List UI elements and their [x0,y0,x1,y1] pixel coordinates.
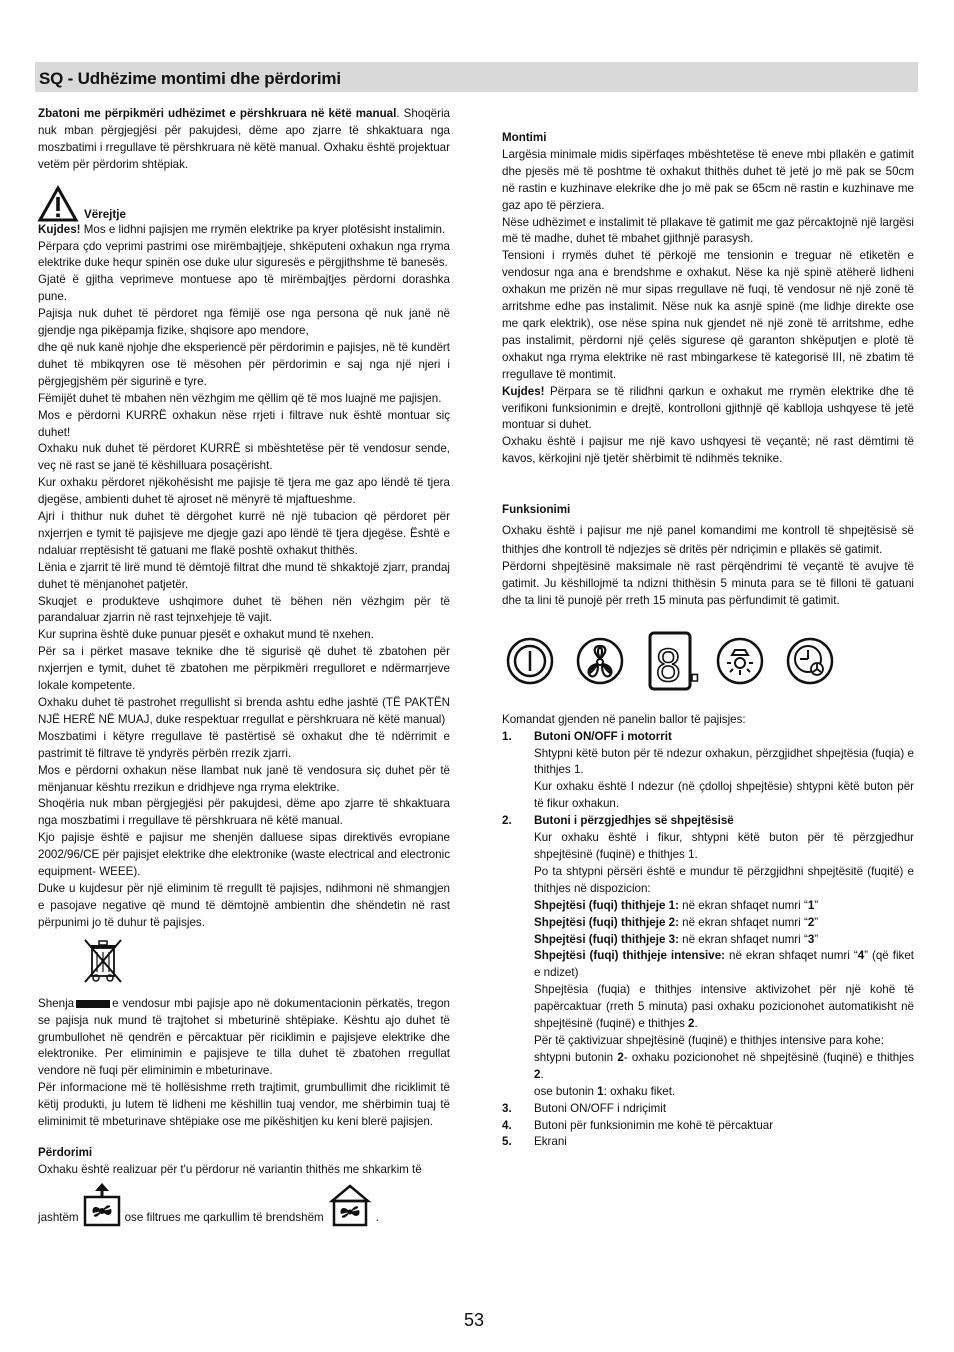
paragraph: Gjatë ë gjitha veprimeve montuese apo të mirëmbajtjes përdorni dorashka pune. [38,273,450,304]
fan-icon [575,636,625,686]
montimi-paragraph: Tensioni i rrymës duhet të përkojë me tensionin e treguar në etiketën e vendosur nga ana e brendshme e oxhakut. Nëse ka një spinë atëherë lidheni oxhakun me prizën në mur sipas rregullave në fuqi, të vendosur në një zonë të arritshme edhe pas instalimit. Nëse nuk ka asnjë spinë (me lidhje direkte ose me qark elektrik), ose nëse spina nuk gjendet në një zonë të arritshme, edhe pas instalimit, përdorni një çelës sigurese që garanton shkëputjen e plotë të oxhakut nga rryma elektrike në rast mbingarkese të kategorisë III, në zbatim të rregullave të montimit. [502,249,914,381]
vent-external-label: jashtëm [38,1210,79,1224]
paragraph: Fëmijët duhet të mbahen nën vëzhgim me qëllim që të mos luajnë me pajisjen. [38,391,442,405]
paragraph: Shoqëria nuk mban përgjegjësi për pakujdesi, dëme apo zjarre të shkaktuara nga moszbatimi i rregullave të përshkruara në këtë manual. [38,797,450,828]
speed-line: Shpejtësi (fuqi) thithjeje 2: në ekran shfaqet numri “2” [534,915,819,929]
control-button-power[interactable] [502,631,558,691]
perdorimi-heading: Përdorimi [38,1145,93,1159]
montimi-kujdes-paragraph: Kujdes! Përpara se të rilidhni qarkun e oxhakut me rrymën elektrike dhe të verifikoni funksionimin e drejtë, kontrolloni gjithnjë që kablloja ushqyese të jetë montuar si duhet. [502,384,914,432]
funksionimi-paragraph: Përdorni shpejtësinë maksimale në rast përqëndrimi të veçantë të avujve të gatimit. Ju këshillojmë ta ndizni thithësin 5 minuta para se të filloni të gatuani dhe ta lini të punojë për rreth 15 minuta pas përfundimit të gatimit. [502,560,914,607]
list-item: 5. Ekrani [502,1135,567,1149]
weee-bar-mark [76,1000,110,1008]
paragraph: Pajisja nuk duhet të përdoret nga fëmijë ose nga persona që nuk janë në gjendje nga pikëpamja fizike, shqisore apo mendore, [38,307,450,338]
crossed-bin-icon [82,938,124,984]
komandat-intro: Komandat gjenden në panelin ballor të pajisjes: [502,712,746,726]
lamp-icon [715,636,765,686]
speed-line: Shpejtësi (fuqi) thithjeje intensive: në ekran shfaqet numri “4” (që fiket e ndizet) [534,949,914,980]
list-item: 4. Butoni për funksionimin me kohë të përcaktuar [502,1118,774,1132]
paragraph: Oxhaku nuk duhet të përdoret KURRË si mbështetëse për të vendosur sende, veç në rast se janë të këshilluara posaçërisht. [38,442,450,473]
paragraph: Moszbatimi i këtyre rregullave të pastërtisë së oxhakut dhe të ndërrimit e pastrimit të filtrave të yndyrës përbën rrezik zjarri. [38,729,450,760]
list-item: 2. Butoni i përzgjedhjes së shpejtësisë Kur oxhaku është i fikur, shtypni këtë buton për të përzgjedhur shpejtësinë (fuqinë) e thithjes 1. Po ta shtypni përsëri është e mundur të përzgjidhni shpejtësitë (fuqitë) e thithjes në dispozicion: Shpejtësi (fuqi) thithjeje 1: në ekran shfaqet numri “1” Shpejtësi (fuqi) thithjeje 2: në ekran shfaqet numri “2” Shpejtësi (fuqi) thithjeje 3: në ekran shfaqet numri “3” Shpejtësi (fuqi) thithjeje intensive: në ekran shfaqet numri “4” (që fiket e ndizet) Shpejtësia (fuqia) e thithjes intensive aktivizohet për një kohë të papërcaktuar (rreth 5 minuta) pasi oxhaku pozicionohet automatikisht në shpejtësinë (fuqinë) e thithjes 2. Për të çaktivizuar shpejtësinë (fuqinë) e thithjes intensive para kohe: shtypni butonin 2- oxhaku pozicionohet në shpejtësinë (fuqinë) e thithjes 2. ose butonin 1: oxhaku fiket. [502,814,915,1098]
paragraph: Mos e përdorni oxhakun nëse llambat nuk janë të vendosura siç duhet për të mënjanuar kështu rrezikun e dridhjeve nga rryma elektrike. [38,763,450,794]
control-button-timer[interactable] [782,631,838,691]
control-display [642,631,708,692]
section-header-bar [35,62,918,92]
paragraph: dhe që nuk kanë njohje dhe eksperiencë për përdorimin e pajisjes, në të kundërt duhet të mbikqyren ose të mësohen për përdorimin e saj nga një njeri i përgjegjshëm për sigurinë e tyre. [38,340,450,388]
paragraph: Duke u kujdesur për një eliminim të rregullt të pajisjes, ndihmoni në shmangjen e pasojave negative që mund të dëmtojnë ambientin dhe shëndetin në rast përpunimi jo të duhur të pajisjes. [38,881,450,929]
weee-symbol-box [82,938,450,986]
vent-end: . [375,1210,379,1224]
ducted-extraction-icon [83,1183,121,1227]
controls-list [502,729,914,1152]
control-button-speed[interactable] [572,631,628,691]
left-column [38,106,450,1227]
display-digit: 8. [655,640,708,692]
page-title: SQ - Udhëzime montimi dhe përdorimi [39,69,341,88]
paragraph: Oxhaku duhet të pastrohet rregullisht si brenda ashtu edhe jashtë (TË PAKTËN NJË HERË NË MUAJ, duke respektuar rregullat e përshkruara në këtë manual) [38,696,450,726]
info-paragraph: Për informacione më të hollësishme rreth trajtimit, grumbullimit dhe riciklimit të këtij produkti, ju lutem të lidheni me këshillin tuaj vendor, me shërbimin tuaj të eliminimit të mbeturinave shtëpiake ose me pikëshitjen ku keni blerë pajisjen. [38,1081,450,1129]
montimi-paragraph: Nëse udhëzimet e instalimit të pllakave të gatimit me gaz përcaktojnë një largësi më të madhe, duhet të mbahet gjithnjë parasysh. [502,215,914,246]
power-icon [505,636,555,686]
funksionimi-heading: Funksionimi [502,503,571,517]
paragraph: Mos e përdorni KURRË oxhakun nëse rrjeti i filtrave nuk është montuar siç duhet! [38,408,450,439]
timer-fan-icon [785,636,835,686]
warning-row [38,184,450,222]
perdorimi-paragraph: Oxhaku është realizuar për t'u përdorur në variantin thithës me shkarkim të [38,1162,422,1176]
paragraph: Kjo pajisje është e pajisur me shenjën dalluese sipas direktivës evropiane 2002/96/CE për pajisjet elektrike dhe elektronike (waste electrical and electronic equipment- WEEE). [38,831,450,879]
paragraph: Kur suprina është duke punuar pjesët e oxhakut mund të nxehen. [38,628,374,642]
right-column [502,130,914,1151]
kujdes-paragraph: Kujdes! Mos e lidhni pajisjen me rrymën elektrike pa kryer plotësisht instalimin. [38,222,446,236]
control-button-light[interactable] [712,631,768,691]
vent-modes-row [38,1183,450,1227]
warning-triangle-icon [38,186,78,222]
list-item: 3. Butoni ON/OFF i ndriçimit [502,1101,667,1115]
recirculation-icon [328,1183,372,1227]
intro-bold: Zbatoni me përpikmëri udhëzimet e përshkruara në këtë manual [38,107,397,120]
montimi-paragraph: Oxhaku është i pajisur me një kavo ushqyesi të veçantë; në rast dëmtimi të kavos, kërkojini një tjetër shërbimit të ndihmës teknike. [502,435,914,466]
control-panel-icons [502,630,914,692]
paragraph: Lënia e zjarrit të lirë mund të dëmtojë filtrat dhe mund të shkaktojë zjarr, prandaj duhet të mënjanohet patjetër. [38,560,450,591]
vent-filter-label: ose filtrues me qarkullim të brendshëm [124,1210,324,1224]
paragraph: Ajri i thithur nuk duhet të dërgohet kurrë në një tubacion që përdoret për nxjerrjen e tymit të pajisjeve me djegje gazi apo lëndë të tjera djegëse. Është e ndaluar rreptësisht të gatuani me flakë poshtë oxhakut thithës. [38,510,450,557]
funksionimi-paragraph: Oxhaku është i pajisur me një panel komandimi me kontroll të shpejtësisë së thithjes dhe kontroll të ndjezjes së dritës për ndriçimin e pllakës së gatimit. [502,524,914,556]
warning-heading: Vërejtje [84,207,126,221]
speed-line: Shpejtësi (fuqi) thithjeje 1: në ekran shfaqet numri “1” [534,898,819,912]
page-number: 53 [464,1310,485,1330]
speed-line: Shpejtësi (fuqi) thithjeje 3: në ekran shfaqet numri “3” [534,932,819,946]
montimi-paragraph: Largësia minimale midis sipërfaqes mbështetëse të eneve mbi pllakën e gatimit dhe pjesës më të poshtme të oxhakut thithës duhet të jetë jo më pak se 50cm në rastin e kuzhinave elekrike dhe jo më pak se 65cm në rastin e kuzhinave me gaz apo të përziera. [502,147,914,212]
paragraph: Për sa i përket masave teknike dhe të sigurisë që duhet të zbatohen për nxjerrjen e tymit, duhet të zbatohen me përpikmëri rregulloret e ndërmarrjeve lokale kompetente. [38,645,450,693]
paragraph: Kur oxhaku përdoret njëkohësisht me pajisje të tjera me gaz apo lëndë të tjera djegëse, ambienti duhet të ajroset në mënyrë të mjaftueshme. [38,476,450,507]
montimi-heading: Montimi [502,131,547,144]
intro-paragraph: Zbatoni me përpikmëri udhëzimet e përshkruara në këtë manual. Shoqëria nuk mban përgjegjësi për pakujdesi, dëme apo zjarre të shkaktuara nga moszbatimi i rregullave të përshkruara në këtë manual. Oxhaku është projektuar vetëm për përdorim shtëpiak. [38,107,450,171]
weee-paragraph: Shenja e vendosur mbi pajisje apo në dokumentacionin përkatës, tregon se pajisja nuk mund të trajtohet si mbeturinë shtëpiake. Kështu ajo duhet të grumbullohet në qendrën e përcaktuar për riciklimin e pajisjeve elektrike dhe elektronike. Per eliminimin e pajisjeve te tilla duhet të zbatohen rregullat vendore në fuqi për eliminimin e mbeturinave. [38,996,450,1078]
paragraph: Skuqjet e produkteve ushqimore duhet të bëhen nën vëzhgim për të parandaluar zjarrin në rast tejnxehjeje të vajit. [38,594,450,625]
paragraph: Përpara çdo veprimi pastrimi ose mirëmbajtjeje, shkëputeni oxhakun nga rryma elektrike duke hequr spinën ose duke ulur siguresës e përgjithshme të banesës. [38,239,450,270]
list-item: 1. Butoni ON/OFF i motorrit Shtypni këtë buton për të ndezur oxhakun, përzgjidhet shpejtësia (fuqia) e thithjes 1. Kur oxhaku është I ndezur (në çdolloj shpejtësie) shtypni këtë buton për të fikur oxhakun. [502,729,914,811]
seven-segment-display [648,631,708,692]
